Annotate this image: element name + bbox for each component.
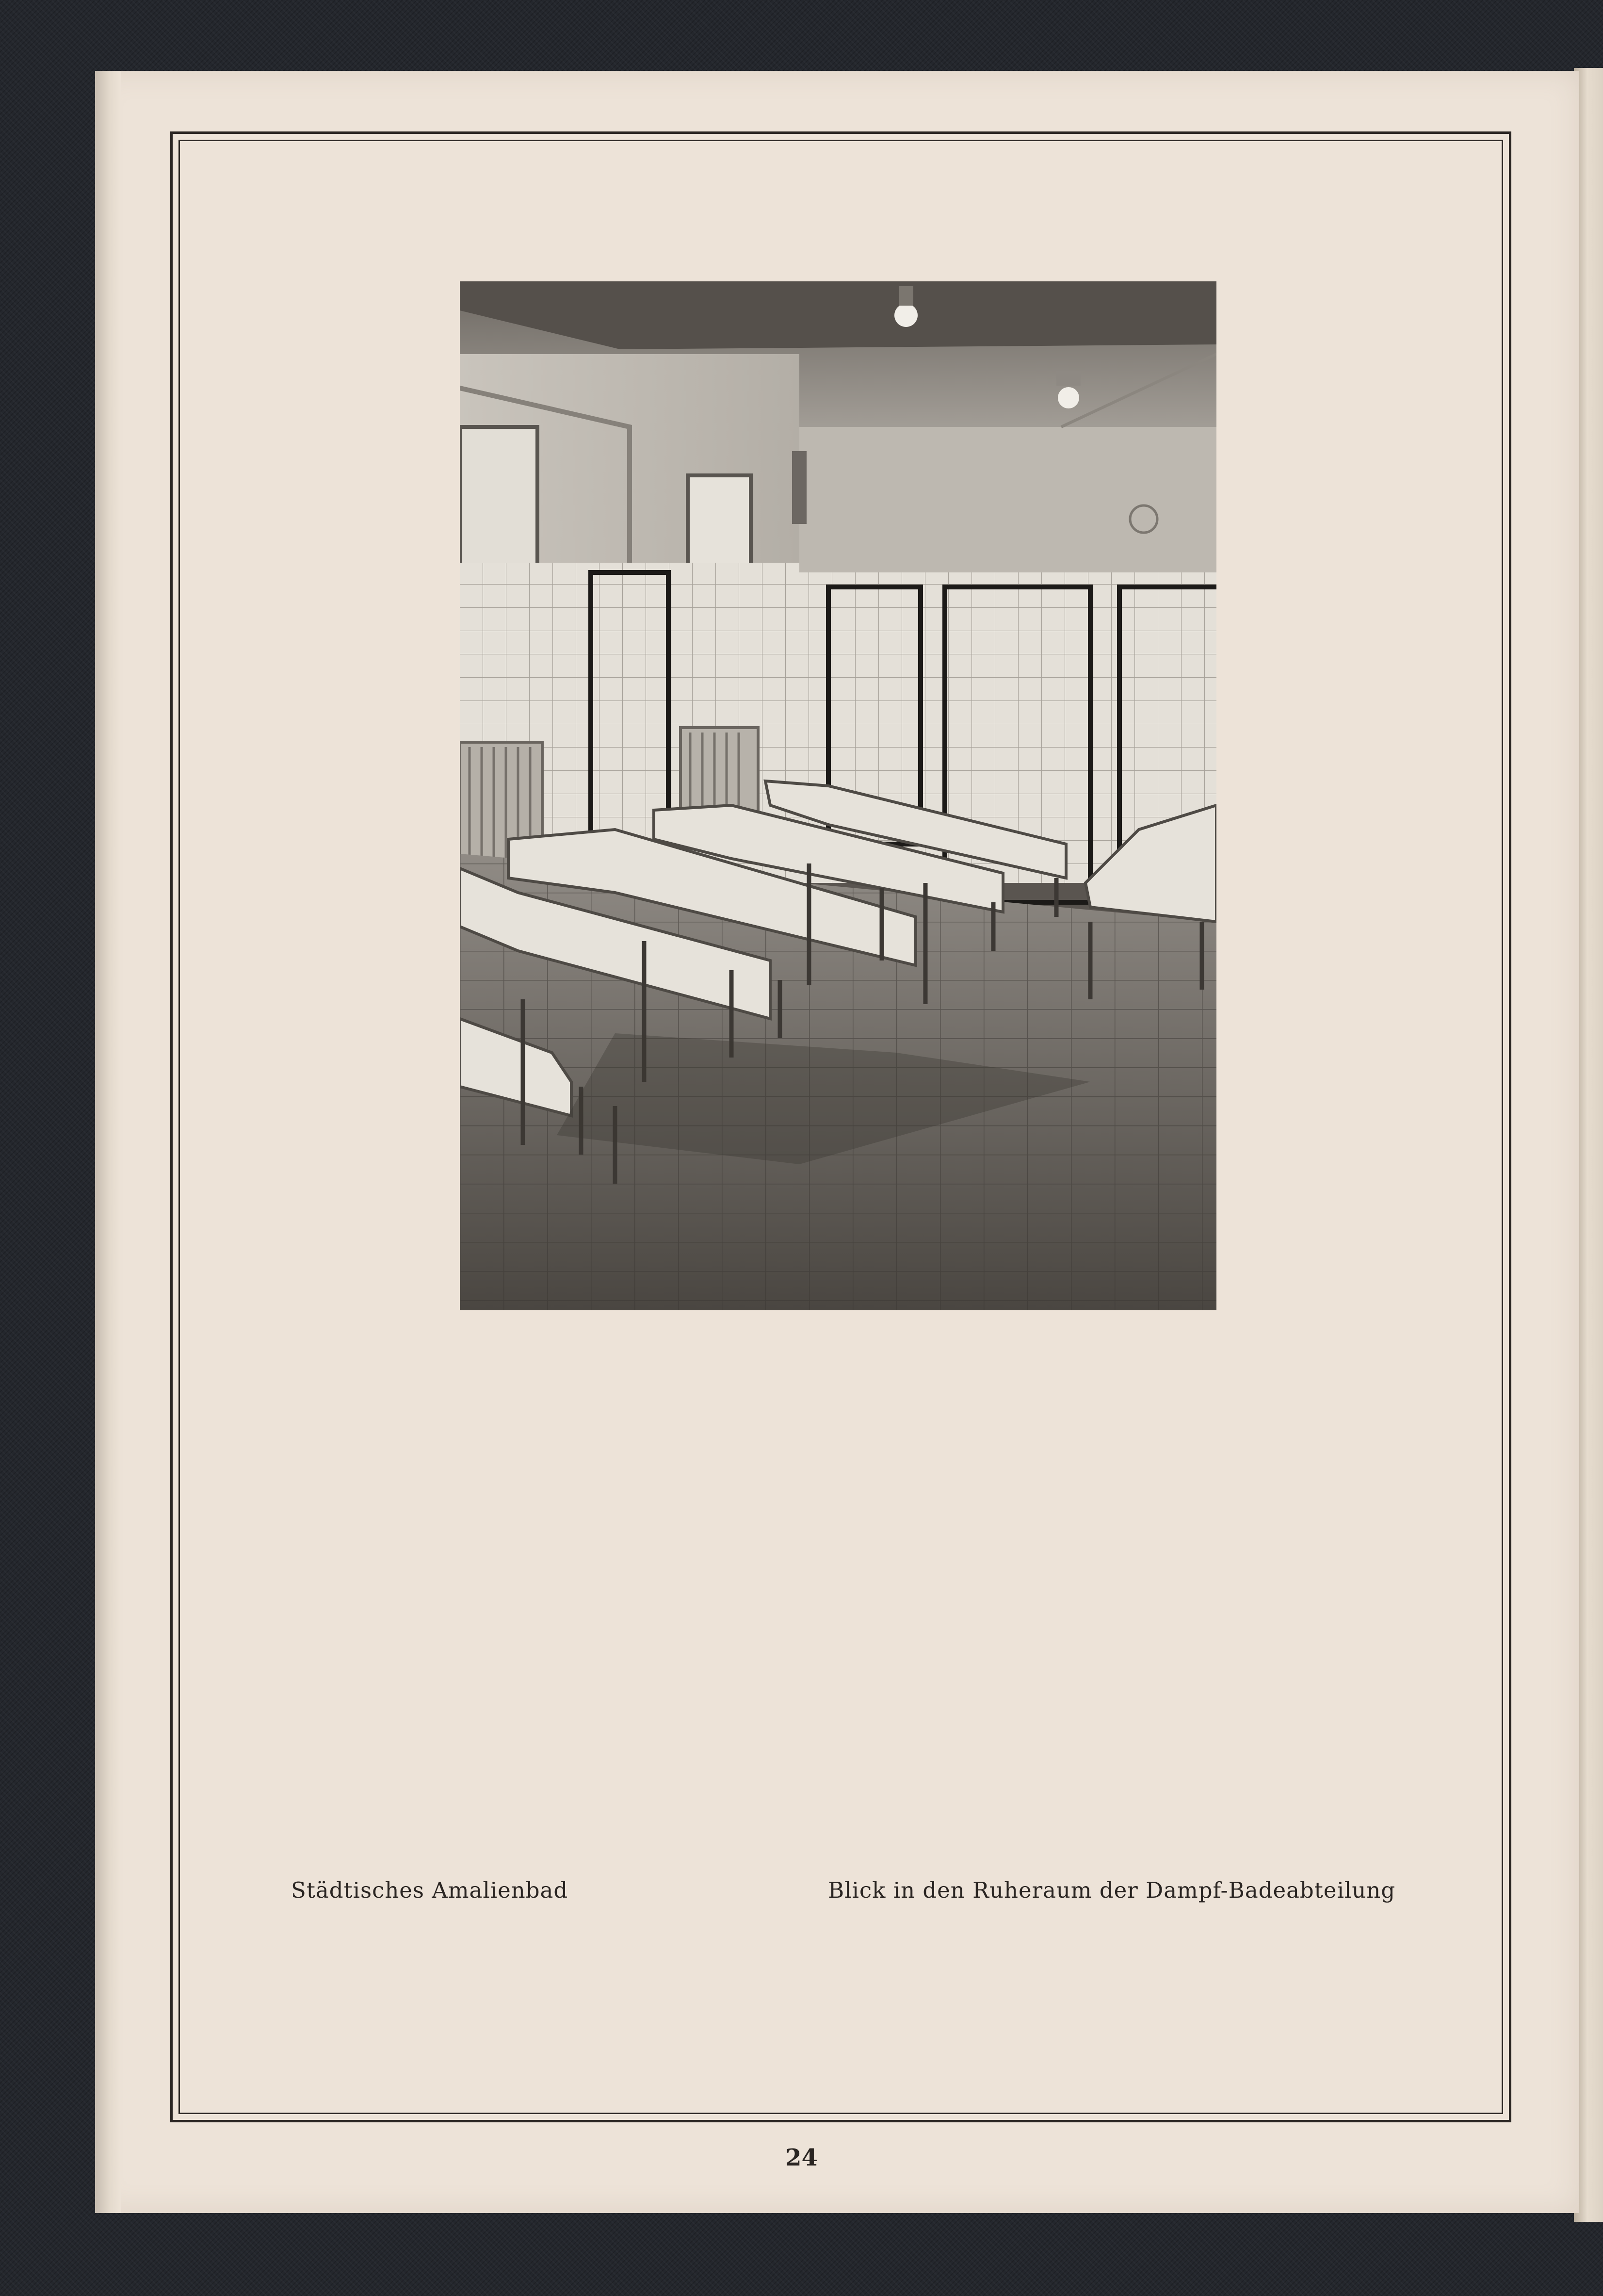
caption-description: Blick in den Ruheraum der Dampf-Badeabteilung	[828, 1877, 1395, 1903]
photograph-rest-room	[460, 281, 1216, 1310]
page-number: 24	[785, 2144, 818, 2171]
page-spine-edge	[95, 71, 121, 2213]
caption-location: Städtisches Amalienbad	[291, 1877, 568, 1903]
